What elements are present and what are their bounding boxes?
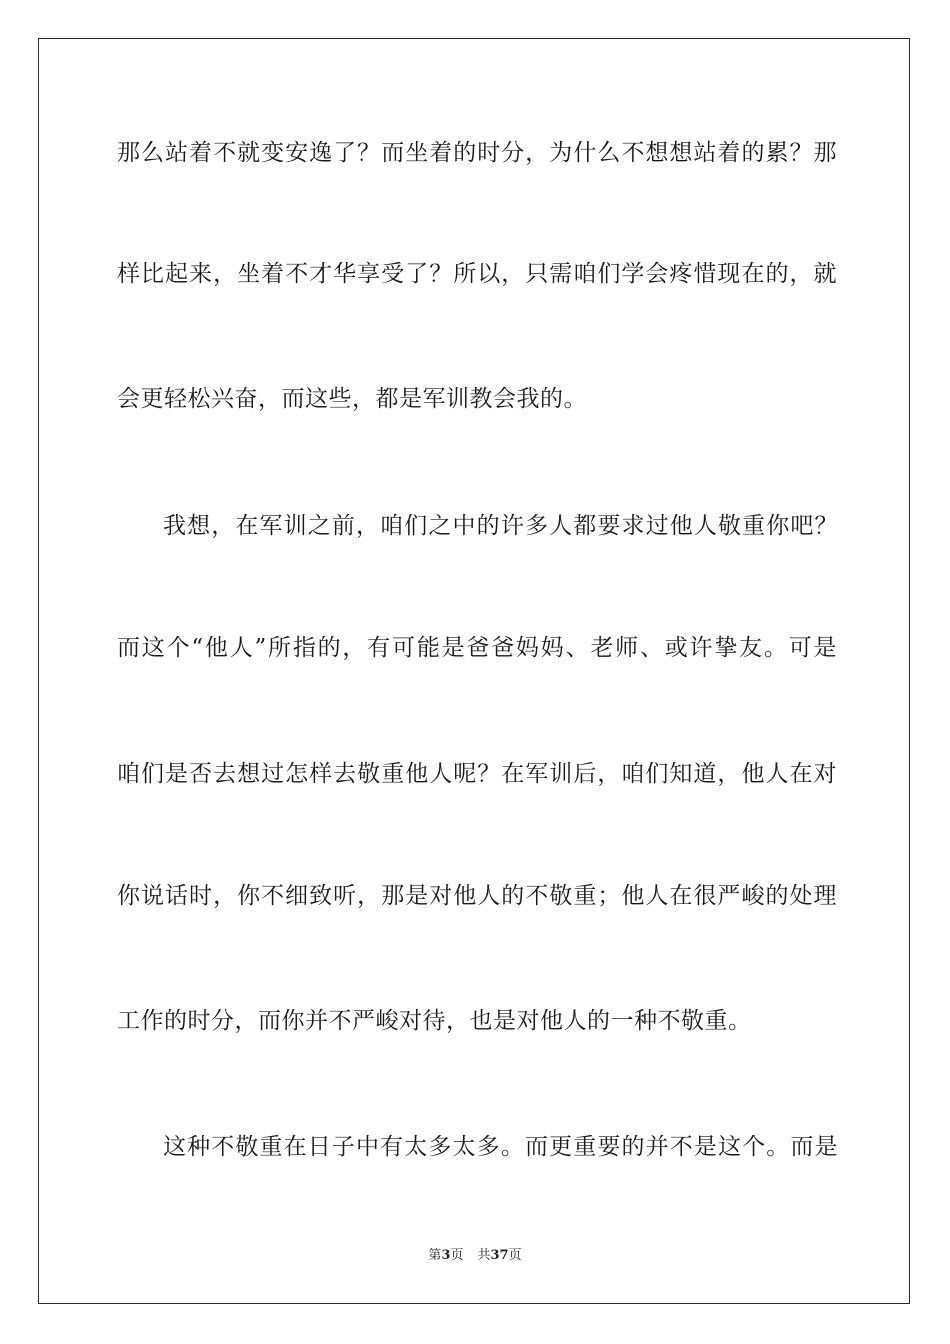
body-text-line-7: 你说话时，你不细致听，那是对他人的不敬重；他人在很严峻的处理 — [117, 883, 837, 909]
page-number: 3 — [441, 1248, 451, 1263]
total-suffix: 页 — [508, 1248, 522, 1263]
page-footer — [0, 1247, 950, 1265]
page-prefix: 第 — [428, 1248, 442, 1263]
paragraph-start-line-9: 这种不敬重在日子中有太多太多。而更重要的并不是这个。而是 — [163, 1134, 838, 1160]
body-text-line-1: 那么站着不就变安逸了？而坐着的时分，为什么不想想站着的累？那 — [117, 140, 837, 166]
page-border — [38, 38, 910, 1304]
total-pages: 37 — [490, 1248, 509, 1263]
page-suffix: 页 — [450, 1248, 464, 1263]
paragraph-start-line-4: 我想，在军训之前，咱们之中的许多人都要求过他人敬重你吧？ — [163, 513, 838, 539]
body-text-line-8: 工作的时分，而你并不严峻对待，也是对他人的一种不敬重。 — [117, 1008, 752, 1034]
body-text-line-5: 而这个“他人”所指的，有可能是爸爸妈妈、老师、或许挚友。可是 — [117, 635, 837, 661]
body-text-line-6: 咱们是否去想过怎样去敬重他人呢？在军训后，咱们知道，他人在对 — [117, 761, 837, 787]
body-text-line-2: 样比起来，坐着不才华享受了？所以，只需咱们学会疼惜现在的，就 — [117, 261, 837, 287]
body-text-line-3: 会更轻松兴奋，而这些，都是军训教会我的。 — [117, 386, 587, 412]
total-prefix: 共 — [477, 1248, 491, 1263]
